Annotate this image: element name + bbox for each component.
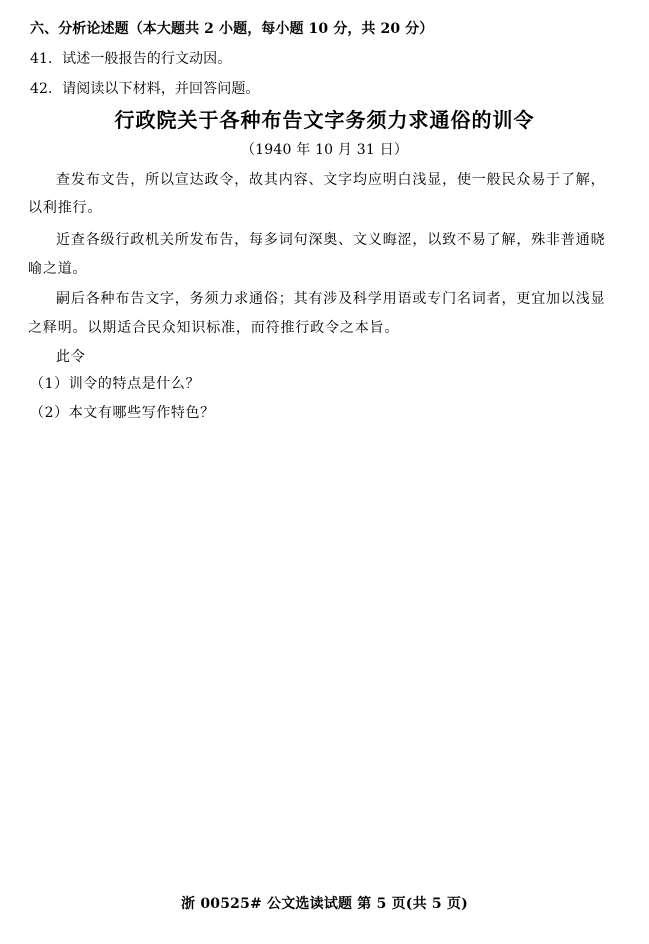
question-42: 42．请阅读以下材料，并回答问题。 <box>30 81 260 97</box>
paragraph-2-line-2: 喻之道。 <box>28 261 88 277</box>
document-title: 行政院关于各种布告文字务须力求通俗的训令 <box>114 108 535 132</box>
sub-question-2: （2）本文有哪些写作特色？ <box>30 405 215 421</box>
document-date: （1940 年 10 月 31 日） <box>240 142 409 158</box>
paragraph-2-line-1: 近查各级行政机关所发布告，每多词句深奥、文义晦涩，以致不易了解，殊非普通晓 <box>56 232 606 248</box>
section-title: 六、分析论述题（本大题共 2 小题，每小题 10 分，共 20 分） <box>30 21 434 37</box>
paragraph-1-line-2: 以利推行。 <box>28 200 103 216</box>
question-41: 41．试述一般报告的行文动因。 <box>30 51 232 67</box>
paragraph-3-line-2: 之释明。以期适合民众知识标准，而符推行政令之本旨。 <box>28 320 400 336</box>
page-footer: 浙 00525# 公文选读试题 第 5 页(共 5 页) <box>181 896 468 912</box>
paragraph-3-line-1: 嗣后各种布告文字，务须力求通俗；其有涉及科学用语或专门名词者，更宜加以浅显 <box>56 291 606 307</box>
sub-question-1: （1）训令的特点是什么？ <box>30 376 201 392</box>
paragraph-1-line-1: 查发布文告，所以宣达政令，故其内容、文字均应明白浅显，使一般民众易于了解， <box>56 172 606 188</box>
document-closing: 此令 <box>56 349 86 365</box>
